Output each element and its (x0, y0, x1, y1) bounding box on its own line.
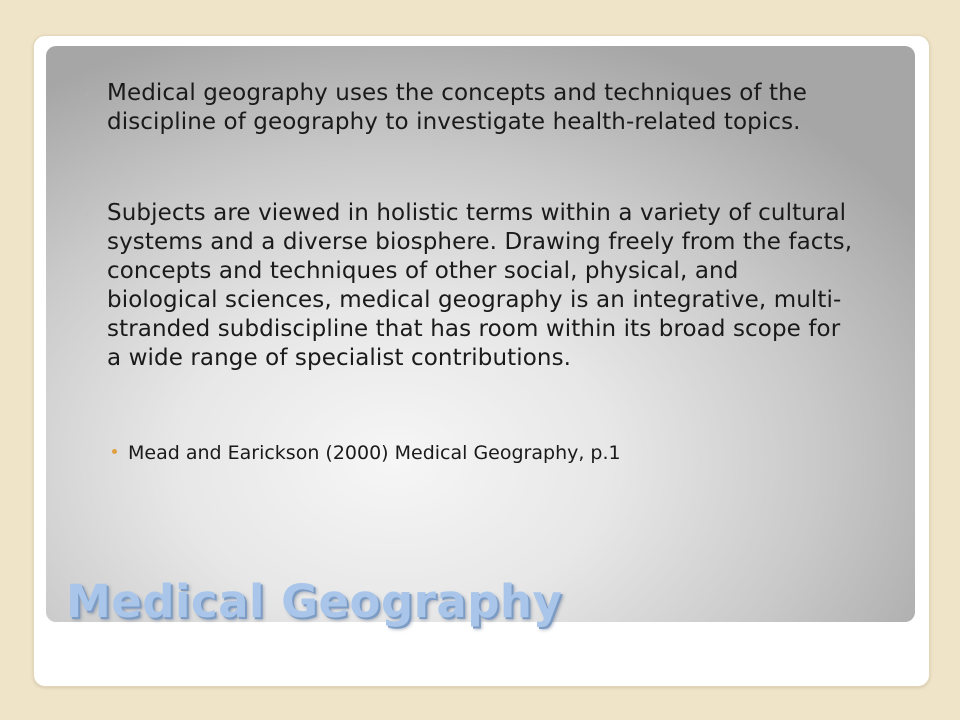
bullet-text: Medical geography uses the concepts and techniques of the discipline of geography to investigate health-related topics. (107, 80, 808, 135)
citation-text: Mead and Earickson (2000) Medical Geography, p.1 (128, 442, 621, 464)
slide-title: Medical Geography (66, 575, 563, 628)
citation-bullet-icon (112, 449, 117, 454)
bullet-marker-icon: ◦ (84, 90, 90, 101)
bullet-marker-icon: ◦ (84, 210, 90, 221)
citation (112, 440, 621, 466)
bullet-text: Subjects are viewed in holistic terms within a variety of cultural systems and a diverse biosphere. Drawing freely from the facts, concepts and techniques of other social, physical, and biological sciences, medical geography is an integrative, multi-stranded subdiscipline that has room within its broad scope for a wide range of specialist contributions. (107, 200, 853, 371)
bullet-item (86, 199, 856, 373)
bullet-item (86, 79, 856, 137)
